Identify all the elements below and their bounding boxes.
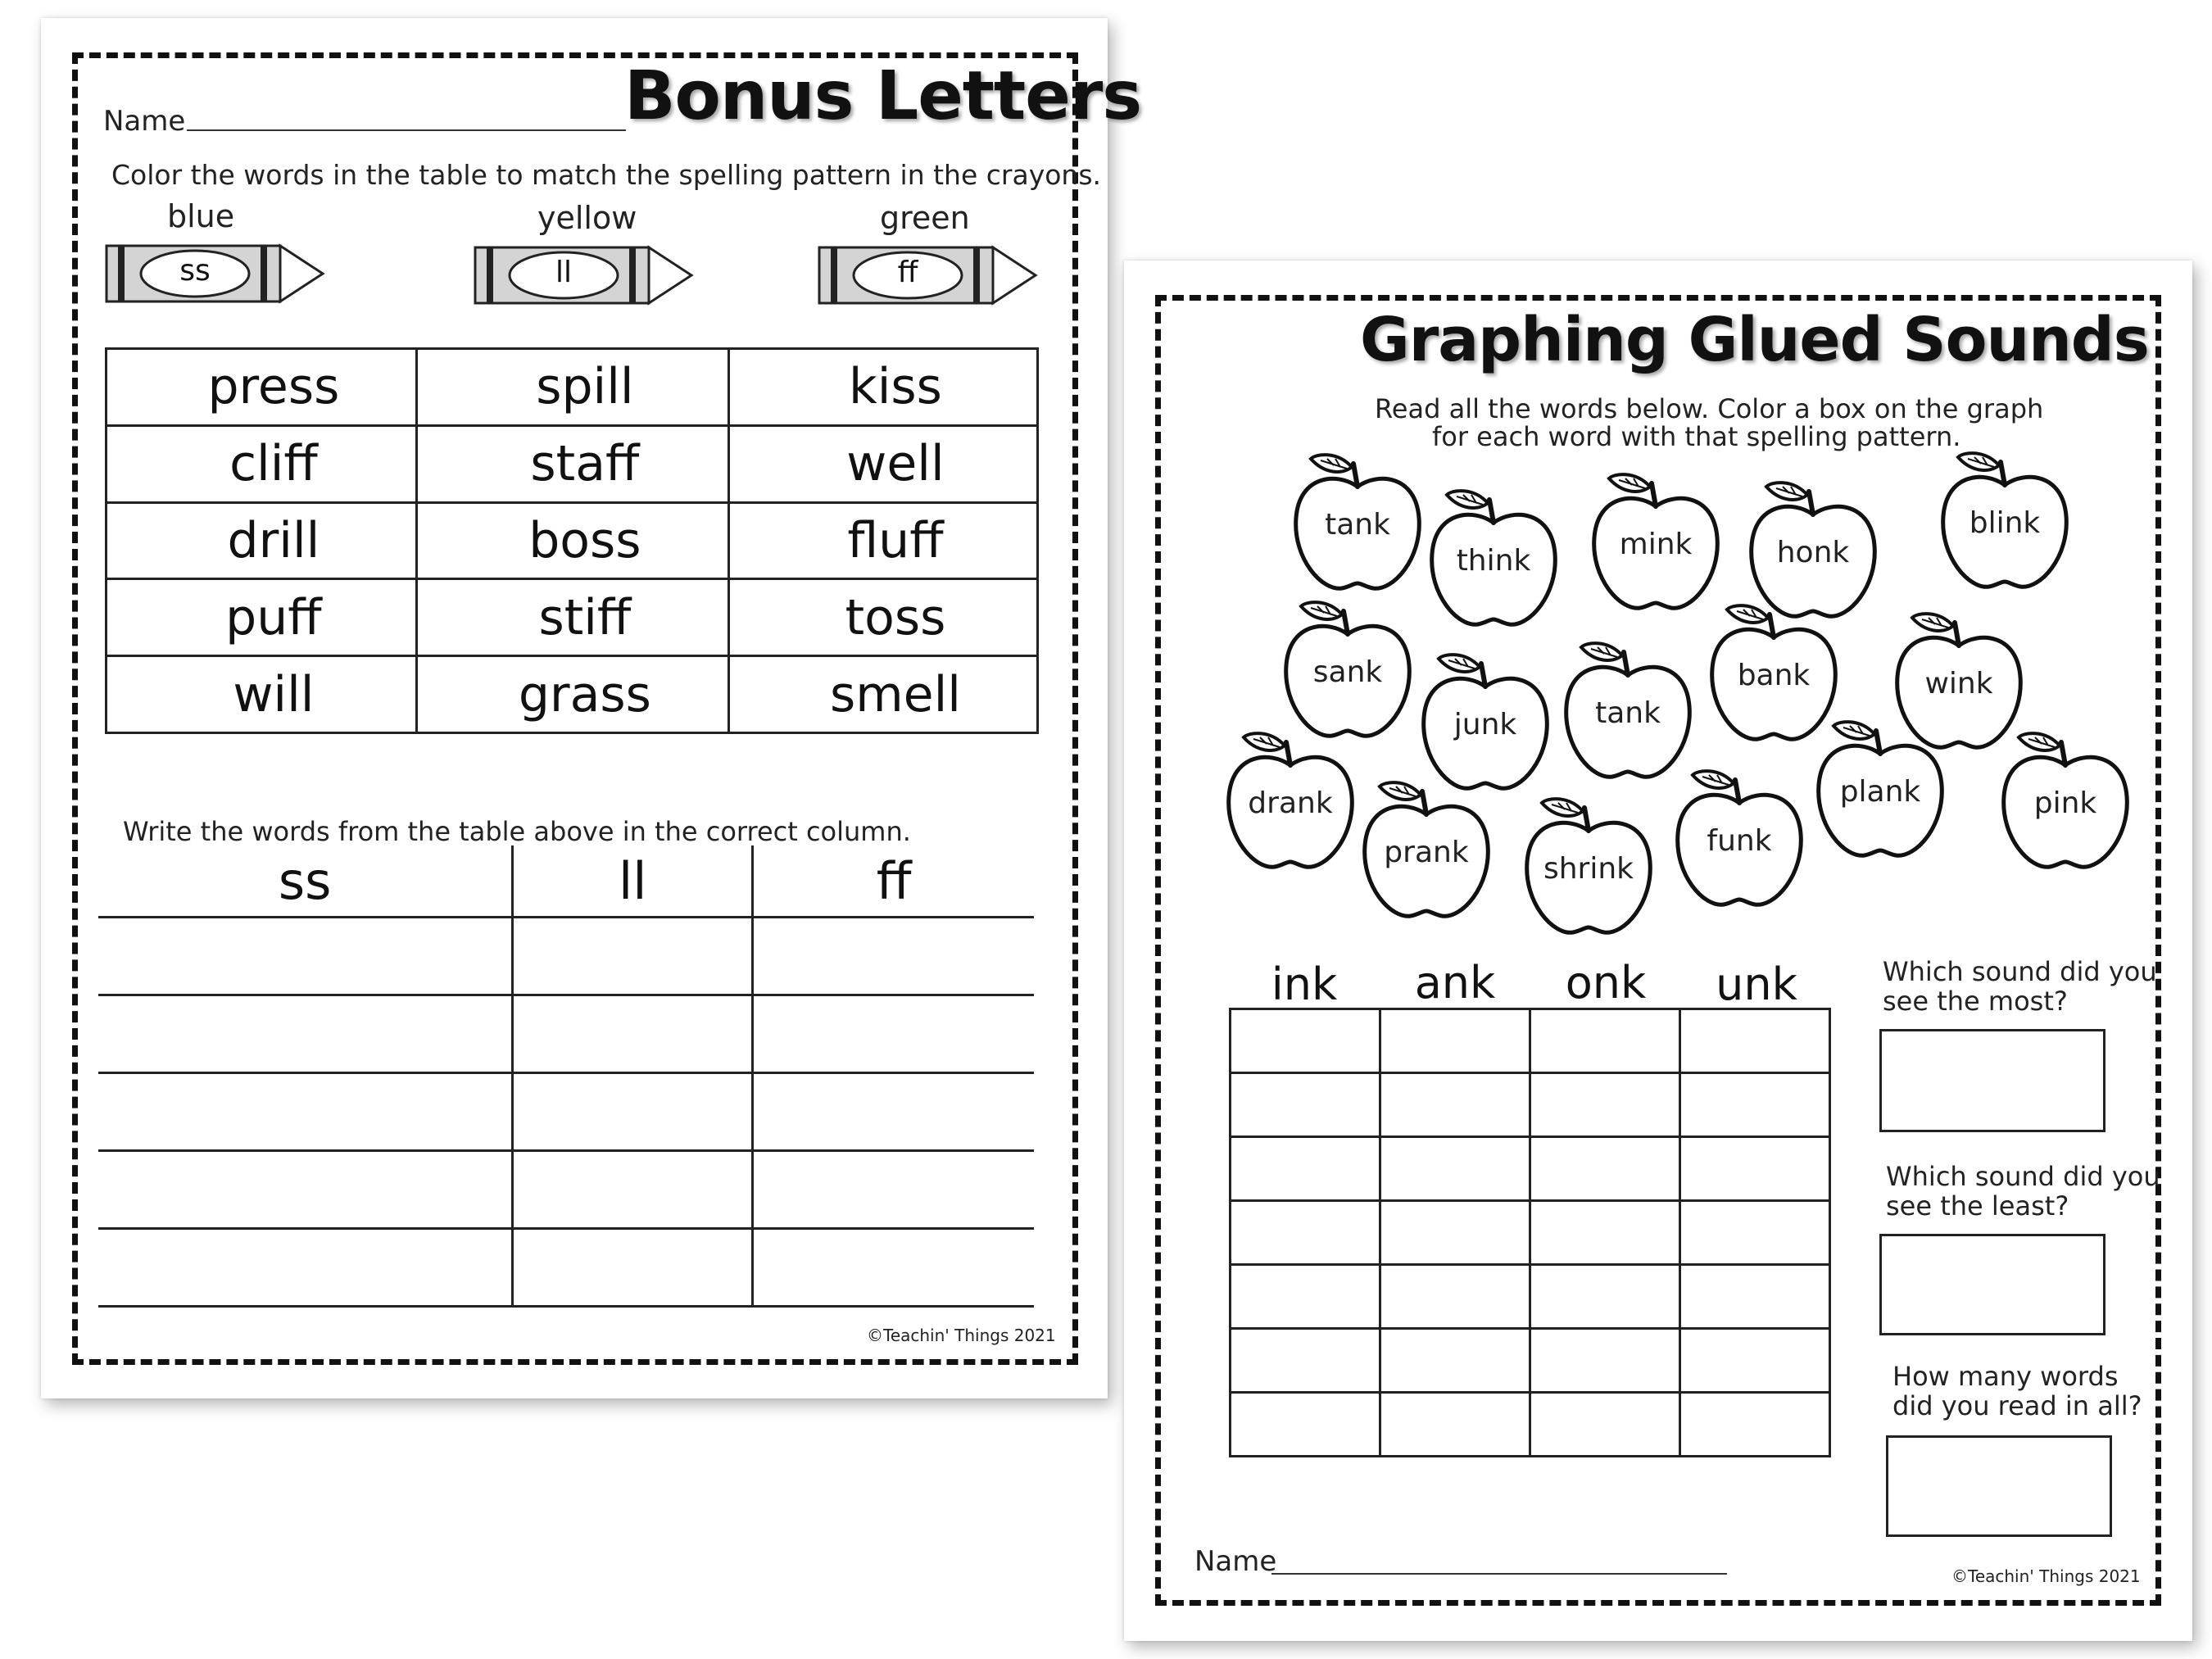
bonus-letters-worksheet bbox=[41, 18, 1142, 1398]
graph-cell[interactable] bbox=[1530, 1329, 1680, 1393]
crayon-pattern: ll bbox=[555, 256, 572, 289]
write-cell[interactable] bbox=[753, 918, 1034, 995]
graph-cell[interactable] bbox=[1530, 1393, 1680, 1457]
page-title: Bonus Letters bbox=[624, 57, 1142, 135]
word-cell[interactable]: press bbox=[107, 349, 417, 426]
table-row bbox=[98, 918, 1034, 995]
apple-word: think bbox=[1456, 544, 1531, 578]
graph-cell[interactable] bbox=[1680, 1137, 1830, 1201]
graph-cell[interactable] bbox=[1380, 1393, 1530, 1457]
graph-cell[interactable] bbox=[1530, 1201, 1680, 1265]
word-table bbox=[105, 347, 1039, 734]
crayon-color-label: blue bbox=[167, 198, 235, 234]
question-line: did you read in all? bbox=[1892, 1390, 2142, 1421]
apple-word: tank bbox=[1595, 696, 1661, 730]
page-title: Graphing Glued Sounds bbox=[1360, 305, 2149, 375]
write-cell[interactable] bbox=[513, 918, 753, 995]
apple-word: blink bbox=[1969, 506, 2041, 540]
word-cell[interactable]: grass bbox=[416, 656, 728, 733]
copyright-text: ©Teachin' Things 2021 bbox=[1951, 1566, 2141, 1586]
graph-cell[interactable] bbox=[1231, 1265, 1380, 1329]
crayon-color-label: green bbox=[880, 200, 970, 236]
apple-word: prank bbox=[1384, 836, 1469, 869]
table-row bbox=[107, 425, 1038, 502]
table-row bbox=[107, 502, 1038, 579]
graph-column-header: ank bbox=[1414, 957, 1496, 1009]
write-cell[interactable] bbox=[98, 1229, 513, 1307]
graph-cell[interactable] bbox=[1680, 1265, 1830, 1329]
column-header: ll bbox=[513, 845, 753, 918]
apple-word: junk bbox=[1453, 708, 1517, 741]
graph-cell[interactable] bbox=[1530, 1009, 1680, 1073]
answer-box[interactable] bbox=[1879, 1234, 2105, 1335]
word-cell[interactable]: fluff bbox=[728, 502, 1037, 579]
question-total bbox=[1892, 1362, 2142, 1421]
sort-table bbox=[98, 845, 1034, 1308]
word-cell[interactable]: staff bbox=[416, 425, 728, 502]
crayon-icon bbox=[105, 241, 326, 306]
graph-cell[interactable] bbox=[1680, 1201, 1830, 1265]
graph-cell[interactable] bbox=[1380, 1329, 1530, 1393]
column-header: ss bbox=[98, 845, 513, 918]
table-row bbox=[107, 349, 1038, 426]
graph-cell[interactable] bbox=[1231, 1009, 1380, 1073]
write-cell[interactable] bbox=[98, 918, 513, 995]
question-most bbox=[1883, 957, 2157, 1016]
graph-row bbox=[1231, 1265, 1830, 1329]
graphing-glued-sounds-worksheet bbox=[1124, 261, 2192, 1641]
write-cell[interactable] bbox=[513, 1229, 753, 1307]
instruction-line-1: Read all the words below. Color a box on the graph bbox=[1375, 393, 2044, 424]
write-cell[interactable] bbox=[513, 995, 753, 1073]
write-cell[interactable] bbox=[98, 995, 513, 1073]
apple-word-item bbox=[1416, 647, 1555, 795]
graph-cell[interactable] bbox=[1530, 1073, 1680, 1137]
graph-cell[interactable] bbox=[1530, 1137, 1680, 1201]
graph-cell[interactable] bbox=[1231, 1073, 1380, 1137]
graph-cell[interactable] bbox=[1231, 1201, 1380, 1265]
word-cell[interactable]: stiff bbox=[416, 579, 728, 656]
instruction-text: Color the words in the table to match the spelling pattern in the crayons. bbox=[111, 159, 1102, 191]
graph-row bbox=[1231, 1329, 1830, 1393]
answer-box[interactable] bbox=[1886, 1435, 2112, 1537]
word-cell[interactable]: drill bbox=[107, 502, 417, 579]
word-cell[interactable]: cliff bbox=[107, 425, 417, 502]
word-cell[interactable]: will bbox=[107, 656, 417, 733]
graph-cell[interactable] bbox=[1680, 1009, 1830, 1073]
graph-column-header: onk bbox=[1565, 957, 1647, 1009]
apple-word: plank bbox=[1839, 775, 1921, 809]
apple-word: funk bbox=[1707, 824, 1772, 858]
graph-cell[interactable] bbox=[1680, 1329, 1830, 1393]
apple-word: shrink bbox=[1543, 852, 1634, 886]
word-cell[interactable]: puff bbox=[107, 579, 417, 656]
word-cell[interactable]: smell bbox=[728, 656, 1037, 733]
graph-row bbox=[1231, 1073, 1830, 1137]
graph-column-header: unk bbox=[1716, 959, 1797, 1010]
apple-word-item bbox=[1996, 726, 2135, 873]
write-cell[interactable] bbox=[98, 1151, 513, 1229]
graph-cell[interactable] bbox=[1231, 1393, 1380, 1457]
word-cell[interactable]: toss bbox=[728, 579, 1037, 656]
crayon-color-label: yellow bbox=[537, 200, 637, 236]
apple-word-item bbox=[1278, 595, 1417, 742]
crayon-icon bbox=[474, 243, 695, 308]
apple-word: bank bbox=[1737, 659, 1811, 692]
graph-cell[interactable] bbox=[1380, 1009, 1530, 1073]
graph-cell[interactable] bbox=[1231, 1137, 1380, 1201]
write-cell[interactable] bbox=[513, 1073, 753, 1151]
table-row bbox=[107, 656, 1038, 733]
graph-cell[interactable] bbox=[1380, 1265, 1530, 1329]
graph-cell[interactable] bbox=[1380, 1073, 1530, 1137]
graph-cell[interactable] bbox=[1380, 1201, 1530, 1265]
sort-instruction: Write the words from the table above in the correct column. bbox=[123, 816, 911, 847]
crayon-icon bbox=[818, 243, 1039, 308]
question-line: see the most? bbox=[1883, 986, 2068, 1017]
apple-word-item bbox=[1586, 467, 1725, 614]
copyright-text: ©Teachin' Things 2021 bbox=[867, 1326, 1056, 1345]
word-cell[interactable]: well bbox=[728, 425, 1037, 502]
graph-row bbox=[1231, 1009, 1830, 1073]
apple-word: mink bbox=[1619, 528, 1693, 561]
crayon-pattern: ff bbox=[897, 256, 918, 289]
apple-word: pink bbox=[2033, 786, 2097, 820]
question-line: Which sound did you bbox=[1886, 1161, 2160, 1192]
graph-cell[interactable] bbox=[1231, 1329, 1380, 1393]
name-line[interactable] bbox=[187, 129, 626, 131]
name-line[interactable] bbox=[1271, 1573, 1727, 1575]
graph-column-header: ink bbox=[1271, 959, 1338, 1010]
graph-row bbox=[1231, 1201, 1830, 1265]
apple-word-item bbox=[1670, 764, 1809, 911]
apple-word-item bbox=[1424, 483, 1563, 631]
write-cell[interactable] bbox=[98, 1073, 513, 1151]
apple-word-item bbox=[1357, 775, 1496, 922]
column-header: ff bbox=[753, 845, 1034, 918]
graph-cell[interactable] bbox=[1680, 1393, 1830, 1457]
apple-word-item bbox=[1558, 636, 1698, 783]
name-label: Name bbox=[1194, 1545, 1277, 1578]
apple-word: wink bbox=[1924, 667, 1993, 700]
table-row bbox=[98, 995, 1034, 1073]
apple-word: tank bbox=[1325, 508, 1390, 542]
apple-word: drank bbox=[1248, 786, 1333, 820]
crayon-pattern: ss bbox=[179, 254, 211, 288]
sort-header-row bbox=[98, 845, 1034, 918]
table-row bbox=[98, 1151, 1034, 1229]
apple-word-item bbox=[1811, 714, 1950, 862]
graph-row bbox=[1231, 1393, 1830, 1457]
write-cell[interactable] bbox=[753, 1073, 1034, 1151]
question-least bbox=[1886, 1162, 2160, 1221]
question-line: How many words bbox=[1892, 1361, 2119, 1392]
graph-cell[interactable] bbox=[1380, 1137, 1530, 1201]
apple-word-item bbox=[1935, 446, 2074, 593]
word-cell[interactable]: kiss bbox=[728, 349, 1037, 426]
write-cell[interactable] bbox=[753, 995, 1034, 1073]
instruction-line-2: for each word with that spelling pattern. bbox=[1432, 421, 1961, 452]
graph-row bbox=[1231, 1137, 1830, 1201]
write-cell[interactable] bbox=[513, 1151, 753, 1229]
write-cell[interactable] bbox=[753, 1151, 1034, 1229]
answer-box[interactable] bbox=[1879, 1029, 2105, 1132]
question-line: Which sound did you bbox=[1883, 956, 2157, 987]
word-cell[interactable]: boss bbox=[416, 502, 728, 579]
bar-graph-grid bbox=[1229, 1008, 1831, 1457]
table-row bbox=[98, 1073, 1034, 1151]
table-row bbox=[98, 1229, 1034, 1307]
apple-word: honk bbox=[1776, 536, 1850, 569]
word-cell[interactable]: spill bbox=[416, 349, 728, 426]
write-cell[interactable] bbox=[753, 1229, 1034, 1307]
question-line: see the least? bbox=[1886, 1190, 2069, 1222]
graph-cell[interactable] bbox=[1680, 1073, 1830, 1137]
name-label: Name bbox=[103, 105, 186, 138]
apple-word-item bbox=[1519, 791, 1658, 939]
apple-word: sank bbox=[1312, 655, 1383, 689]
apple-word-item bbox=[1221, 726, 1360, 873]
table-row bbox=[107, 579, 1038, 656]
apple-word-item bbox=[1288, 447, 1427, 595]
graph-cell[interactable] bbox=[1530, 1265, 1680, 1329]
